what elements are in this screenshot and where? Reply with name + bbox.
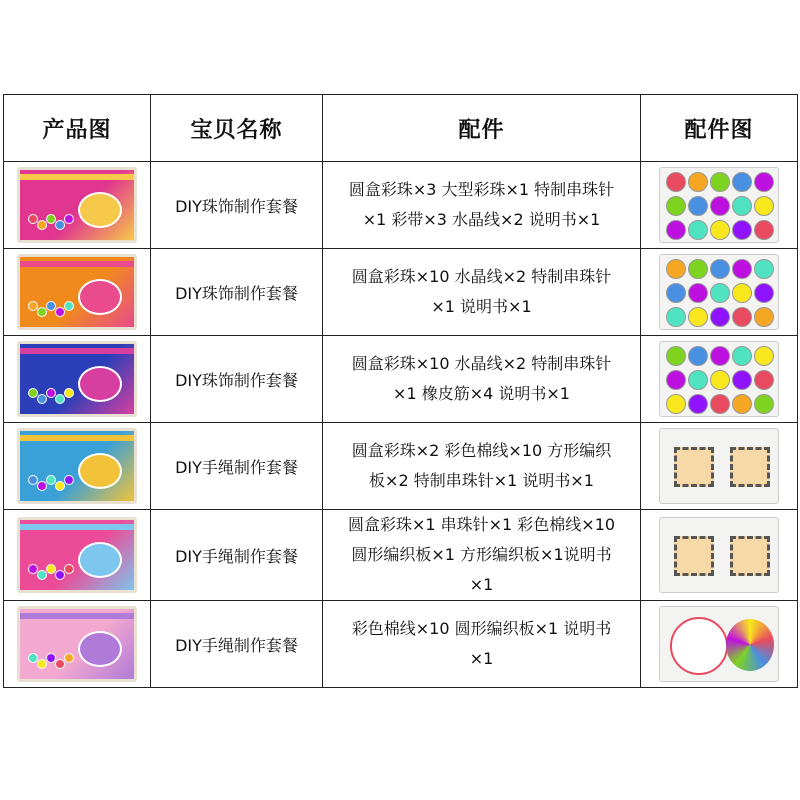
product-box-image (17, 606, 137, 682)
bracelet-bead (55, 570, 65, 580)
bead-box (754, 283, 774, 303)
bead-box (754, 196, 774, 216)
product-image-cell (4, 423, 151, 510)
bead-box (688, 196, 708, 216)
product-logo-badge (78, 453, 122, 489)
bead-box (666, 346, 686, 366)
bead-box (732, 307, 752, 327)
bead-box (688, 172, 708, 192)
bracelet-bead (64, 475, 74, 485)
table-row (4, 423, 798, 510)
bead-box (732, 394, 752, 414)
accessories-line: 彩色棉线×10 圆形编织板×1 说明书 (351, 619, 612, 638)
accessory-tray-image (659, 517, 779, 593)
bead-box (754, 307, 774, 327)
bead-box (710, 196, 730, 216)
bracelet-bead (55, 481, 65, 491)
bead-box (754, 394, 774, 414)
bracelet-bead (55, 394, 65, 404)
bead-box (710, 370, 730, 390)
product-box-stripe (20, 348, 134, 354)
product-box-image (17, 517, 137, 593)
round-weaving-disk (670, 617, 728, 675)
bead-box (710, 346, 730, 366)
accessory-tray-image (659, 606, 779, 682)
product-box-image (17, 428, 137, 504)
bracelet-bead (64, 653, 74, 663)
bead-box (666, 196, 686, 216)
bead-box (710, 283, 730, 303)
weaving-board (674, 447, 714, 487)
bead-box (710, 172, 730, 192)
accessory-image-cell (641, 162, 798, 249)
table-row (4, 336, 798, 423)
product-image-cell (4, 510, 151, 601)
product-box-stripe (20, 435, 134, 441)
bracelet-bead (37, 307, 47, 317)
accessories-list (323, 162, 641, 249)
bead-box (688, 346, 708, 366)
bead-box (732, 196, 752, 216)
bracelet-bead (37, 659, 47, 669)
table-row (4, 510, 798, 601)
accessory-tray-image (659, 428, 779, 504)
product-logo-badge (78, 366, 122, 402)
item-name: DIY珠饰制作套餐 (151, 162, 323, 249)
bead-box (666, 394, 686, 414)
product-logo-badge (78, 631, 122, 667)
accessory-image-cell (641, 423, 798, 510)
bead-box (666, 172, 686, 192)
bead-box (710, 307, 730, 327)
cotton-thread-bundle (726, 619, 774, 671)
product-image-cell (4, 249, 151, 336)
bracelet-bead (64, 214, 74, 224)
header-accessory-image: 配件图 (641, 95, 798, 162)
accessories-line: ×1 (469, 575, 494, 594)
accessories-line: 板×2 特制串珠针×1 说明书×1 (369, 471, 594, 490)
product-box-stripe (20, 174, 134, 180)
item-name: DIY珠饰制作套餐 (151, 249, 323, 336)
table-row (4, 601, 798, 688)
weaving-board (730, 536, 770, 576)
product-image-cell (4, 601, 151, 688)
accessory-image-cell (641, 336, 798, 423)
accessory-tray-image (659, 254, 779, 330)
bead-box (754, 220, 774, 240)
product-box-stripe (20, 261, 134, 267)
bead-box (666, 220, 686, 240)
product-spec-table (3, 94, 798, 688)
bracelet-bead (55, 659, 65, 669)
bead-box (732, 283, 752, 303)
accessory-tray-image (659, 167, 779, 243)
product-box-stripe (20, 524, 134, 530)
table-row (4, 249, 798, 336)
bracelet-bead (55, 307, 65, 317)
bead-box (754, 172, 774, 192)
bracelet-bead (37, 481, 47, 491)
accessories-list (323, 510, 641, 601)
accessories-line: 圆形编织板×1 方形编织板×1说明书 (351, 545, 612, 564)
accessories-line: 圆盒彩珠×10 水晶线×2 特制串珠针 (351, 267, 612, 286)
bead-box (688, 259, 708, 279)
item-name: DIY珠饰制作套餐 (151, 336, 323, 423)
bead-box (688, 394, 708, 414)
accessories-list (323, 601, 641, 688)
accessory-image-cell (641, 601, 798, 688)
bead-box (710, 394, 730, 414)
accessories-line: 圆盒彩珠×1 串珠针×1 彩色棉线×10 (347, 515, 616, 534)
product-logo-badge (78, 192, 122, 228)
header-accessories: 配件 (323, 95, 641, 162)
header-item-name: 宝贝名称 (151, 95, 323, 162)
bead-box (710, 220, 730, 240)
bead-box (688, 283, 708, 303)
bead-box (688, 307, 708, 327)
bracelet-bead (64, 564, 74, 574)
accessories-line: 圆盒彩珠×3 大型彩珠×1 特制串珠针 (348, 180, 615, 199)
accessories-line: ×1 彩带×3 水晶线×2 说明书×1 (362, 210, 601, 229)
product-logo-badge (78, 279, 122, 315)
bracelet-bead (37, 220, 47, 230)
bracelet-bead (37, 394, 47, 404)
accessories-list (323, 423, 641, 510)
bead-box (666, 307, 686, 327)
weaving-board (674, 536, 714, 576)
product-box-stripe (20, 613, 134, 619)
accessories-line: 圆盒彩珠×10 水晶线×2 特制串珠针 (351, 354, 612, 373)
bead-box (732, 220, 752, 240)
accessory-image-cell (641, 249, 798, 336)
accessories-list (323, 249, 641, 336)
bracelet-bead (64, 301, 74, 311)
product-image-cell (4, 336, 151, 423)
bead-box (732, 370, 752, 390)
bead-box (732, 172, 752, 192)
item-name: DIY手绳制作套餐 (151, 510, 323, 601)
header-product-image: 产品图 (4, 95, 151, 162)
accessories-list (323, 336, 641, 423)
accessory-tray-image (659, 341, 779, 417)
bead-box (666, 259, 686, 279)
accessories-line: ×1 说明书×1 (431, 297, 532, 316)
bead-box (688, 370, 708, 390)
product-box-image (17, 254, 137, 330)
bracelet-bead (37, 570, 47, 580)
header-row (4, 95, 798, 162)
product-logo-badge (78, 542, 122, 578)
bead-box (754, 346, 774, 366)
accessories-line: ×1 橡皮筋×4 说明书×1 (393, 384, 570, 403)
bead-box (754, 259, 774, 279)
product-box-image (17, 167, 137, 243)
weaving-board (730, 447, 770, 487)
bead-box (732, 259, 752, 279)
bead-box (688, 220, 708, 240)
item-name: DIY手绳制作套餐 (151, 601, 323, 688)
bead-box (710, 259, 730, 279)
bead-box (732, 346, 752, 366)
accessories-line: ×1 (469, 649, 494, 668)
bead-box (666, 370, 686, 390)
bead-box (754, 370, 774, 390)
table-row (4, 162, 798, 249)
product-box-image (17, 341, 137, 417)
bracelet-bead (64, 388, 74, 398)
bracelet-bead (55, 220, 65, 230)
product-image-cell (4, 162, 151, 249)
bead-box (666, 283, 686, 303)
accessory-image-cell (641, 510, 798, 601)
accessories-line: 圆盒彩珠×2 彩色棉线×10 方形编织 (351, 441, 612, 460)
item-name: DIY手绳制作套餐 (151, 423, 323, 510)
